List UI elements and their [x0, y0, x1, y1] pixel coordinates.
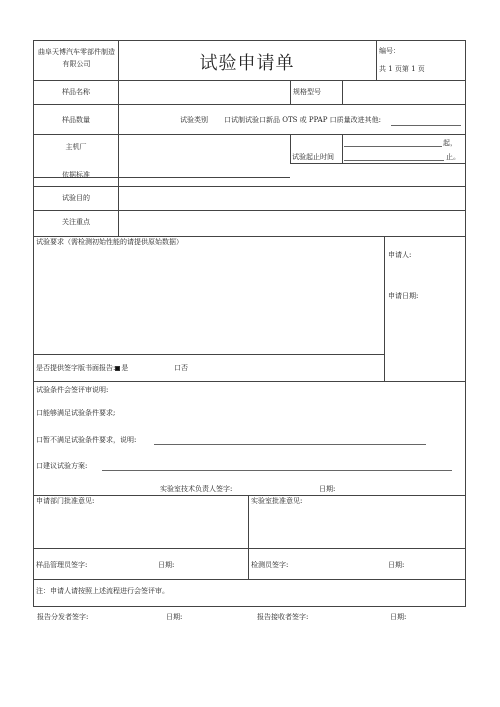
row-line	[34, 548, 465, 549]
review-date-label: 日期:	[319, 485, 336, 493]
tester-sign-label: 检测员签字:	[251, 561, 289, 569]
row-line	[34, 134, 465, 135]
no-option[interactable]: 口否	[174, 364, 188, 372]
can-meet-option[interactable]: 口能够满足试验条件要求;	[36, 409, 116, 417]
focus-field[interactable]	[120, 212, 463, 234]
test-category-label: 试验类别	[180, 116, 208, 124]
test-period-label: 试验起止时间	[292, 153, 334, 161]
purpose-field[interactable]	[120, 188, 463, 210]
sample-qty-label: 样品数量	[62, 116, 90, 124]
divider	[376, 41, 377, 80]
receiver-date-label: 日期:	[390, 613, 407, 621]
apply-date-label: 申请日期:	[388, 292, 419, 300]
signed-report-question-text: 是否提供签字版书面报告:	[36, 364, 116, 372]
spec-model-field[interactable]	[344, 82, 463, 104]
distributor-sign-label: 报告分发者签字:	[37, 613, 89, 621]
suggest-line	[102, 470, 452, 471]
basis-standard-label: 依据标准	[62, 171, 90, 179]
process-note: 注：申请人请按照上述流程进行会签评审。	[36, 587, 169, 595]
row-line	[34, 381, 465, 382]
form-title: 试验申请单	[199, 53, 295, 74]
sample-qty-field[interactable]	[120, 107, 172, 131]
period-start-text: 起，	[443, 139, 457, 147]
test-category-options[interactable]: 口试制试验口新品 OTS 或 PPAP 口质量改进其他:	[224, 116, 382, 124]
period-start-line	[344, 146, 442, 147]
test-requirements-field[interactable]	[36, 249, 382, 353]
row-line	[34, 236, 465, 237]
divider	[384, 236, 385, 381]
row-line	[34, 354, 384, 355]
cannot-meet-line	[154, 444, 426, 445]
review-label: 试验条件会签评审说明:	[36, 386, 109, 394]
yes-checkbox[interactable]	[115, 366, 120, 371]
row-line	[34, 186, 465, 187]
signed-report-question	[36, 364, 128, 373]
focus-label: 关注重点	[62, 218, 90, 226]
divider	[248, 495, 249, 579]
row-line	[34, 579, 465, 580]
row-line	[34, 80, 465, 81]
sample-admin-date-label: 日期:	[158, 561, 175, 569]
purpose-label: 试验目的	[62, 194, 90, 202]
row-line	[34, 104, 465, 105]
applicant-label: 申请人:	[388, 251, 412, 259]
sample-name-field[interactable]	[120, 82, 288, 104]
divider	[342, 134, 343, 163]
period-end-text: 止。	[446, 153, 460, 161]
company-name: 曲阜天博汽车零部件制造有限公司	[38, 48, 115, 68]
divider	[290, 80, 291, 104]
cannot-meet-option[interactable]: 口暂不满足试验条件要求，说明:	[36, 436, 137, 444]
distributor-date-label: 日期:	[166, 613, 183, 621]
row-line	[290, 163, 465, 164]
basis-standard-field[interactable]	[120, 166, 463, 187]
lab-lead-sign-label: 实验室技术负责人签字:	[160, 485, 233, 493]
sample-admin-sign-label: 样品管理员签字:	[36, 561, 88, 569]
oem-label: 主机厂	[65, 143, 87, 151]
page-count: 共 1 页第 1 页	[379, 65, 425, 73]
test-requirements-label: 试验要求（需检测初始性能的请提供原始数据）	[36, 238, 183, 246]
spec-model-label: 规格型号	[293, 88, 321, 96]
divider	[118, 163, 119, 236]
period-end-line	[344, 160, 444, 161]
tester-date-label: 日期:	[388, 561, 405, 569]
test-application-form	[33, 40, 466, 607]
receiver-sign-label: 报告接收者签字:	[257, 613, 309, 621]
row-line	[34, 210, 465, 211]
sample-name-label: 样品名称	[62, 88, 90, 96]
divider	[290, 134, 291, 163]
other-blank-line	[391, 125, 461, 126]
dept-opinion-label: 申请部门批准意见:	[36, 497, 95, 505]
form-number-label: 编号：	[379, 47, 400, 55]
yes-label: 是	[121, 364, 129, 372]
suggest-option[interactable]: 口建议试验方案:	[36, 462, 88, 470]
lab-opinion-label: 实验室批准意见:	[251, 497, 303, 505]
row-line	[34, 495, 465, 496]
divider	[342, 80, 343, 104]
